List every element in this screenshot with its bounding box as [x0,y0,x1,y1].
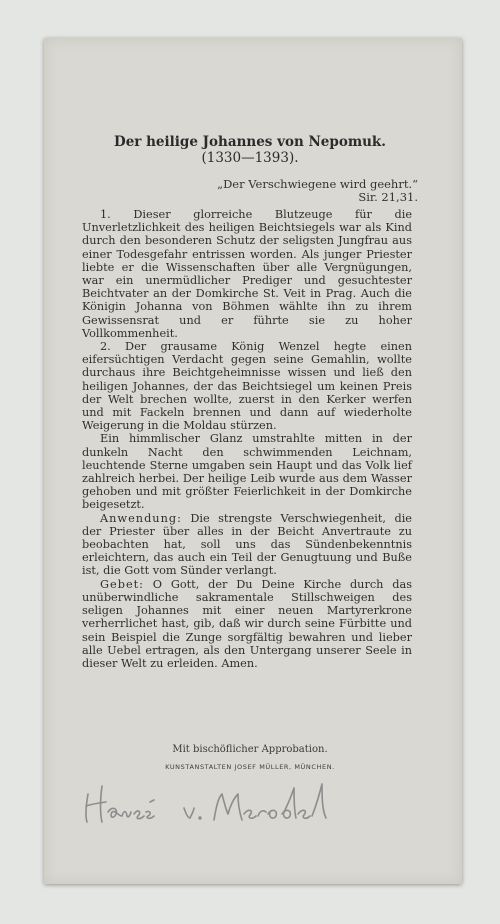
anwendung-label: Anwendung: [100,511,182,525]
handwritten-signature [82,772,412,832]
publisher-imprint: KUNSTANSTALTEN JOSEF MÜLLER, MÜNCHEN. [165,763,335,771]
paragraph-2: 2. Der grausame König Wenzel hegte einen eifersüchtigen Verdacht gegen seine Gemahlin, wollte durchaus ihre Beichtgeheimnisse wissen und ließ den heiligen Johannes, der das Beichtsiegel um keinen Preis der Welt brechen wollte, zuerst in den Kerker werfen und mit Fackeln brennen und dann auf wiederholte Weigerung in die Moldau stürzen. [82,340,412,433]
gebet-label: Gebet: [100,577,144,591]
anwendung-text: Die strengste Verschwiegenheit, die der Priester über alles in der Beicht Anvertraute zu beobachten hat, soll uns das Sündenbekenntnis erleichtern, das auch ein Teil der Genugtuung und Buße ist, die Gott vom Sünder verlangt. [82,511,412,578]
gebet-paragraph [82,578,412,670]
motto [217,178,418,204]
paragraph-3: Ein himmlischer Glanz umstrahlte mitten in der dunkeln Nacht den schwimmenden Leichnam, leuchtende Sterne umgaben sein Haupt und das Volk lief zahlreich herbei. Der heilige Leib wurde aus dem Wasser gehoben und mit größter Feierlichkeit in der Domkirche beigesetzt. [82,432,412,512]
anwendung-paragraph [82,512,412,578]
approbation: Mit bischöflicher Approbation. [172,744,328,755]
motto-quote: „Der Verschwiegene wird geehrt.“ [217,177,418,191]
gebet-text: O Gott, der Du Deine Kirche durch das unüberwindliche sakramentale Stillschweigen des seligen Johannes mit einer neuen Martyrerkrone verherrlichet hast, gib, daß wir durch seine Fürbitte und sein Beispiel die Zunge sorgfältig bewahren und lieber alle Uebel ertragen, als den Untergang unserer Seele in dieser Welt zu erleiden. Amen. [82,577,412,670]
motto-source: Sir. 21,31. [358,190,418,204]
paragraph-1: 1. Dieser glorreiche Blutzeuge für die Unverletzlichkeit des heiligen Beichtsiegels war als Kind durch den besonderen Schutz der seligsten Jungfrau aus einer Todesgefahr entrissen worden. Als junger Priester liebte er die Wissenschaften über alle Vergnügungen, war ein unermüdlicher Prediger und gesuchtester Beichtvater an der Domkirche St. Veit in Prag. Auch die Königin Johanna von Böhmen wählte ihn zu ihrem Gewissensrat und er führte sie zu hoher Vollkommenheit. [82,208,412,340]
card-title: Der heilige Johannes von Nepomuk. [114,134,386,150]
card-body [82,208,412,670]
card-years: (1330—1393). [201,150,299,166]
